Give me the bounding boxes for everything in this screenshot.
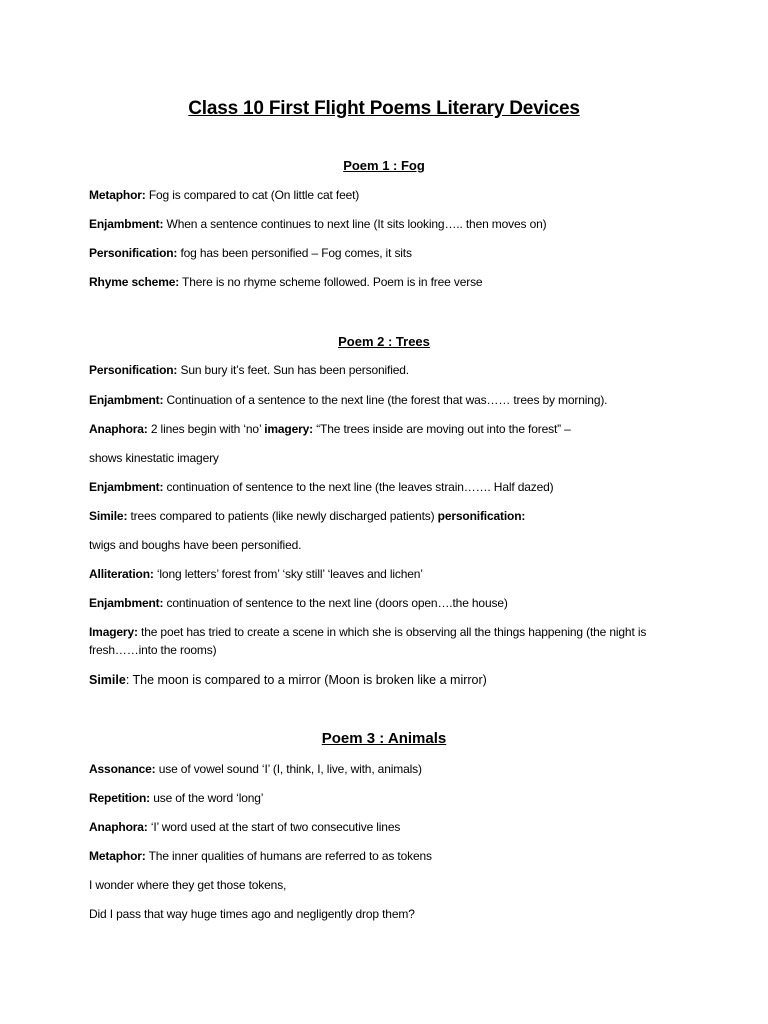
device-text: Fog is compared to cat (On little cat feet): [145, 188, 360, 202]
device-line: [89, 361, 689, 379]
device-label: imagery:: [264, 422, 314, 436]
device-line: [89, 594, 689, 612]
device-text: 2 lines begin with ‘no’: [147, 422, 265, 436]
device-label: Enjambment:: [89, 480, 164, 494]
section-heading-poem-2: Poem 2 : Trees: [338, 334, 430, 349]
device-text: fog has been personified – Fog comes, it sits: [177, 246, 412, 260]
device-line: [89, 905, 689, 923]
device-label: Alliteration:: [89, 567, 154, 581]
device-line: [89, 789, 689, 807]
device-line: [89, 420, 689, 438]
device-line: [89, 449, 689, 467]
section-heading-poem-3: Poem 3 : Animals: [321, 730, 447, 747]
device-label: Enjambment:: [89, 217, 164, 231]
device-line: [89, 391, 689, 409]
device-label: Imagery:: [89, 625, 138, 639]
device-text: Sun bury it’s feet. Sun has been personified.: [177, 363, 409, 377]
device-line: [89, 536, 689, 554]
device-label: Anaphora:: [89, 422, 148, 436]
device-text: I wonder where they get those tokens,: [89, 878, 287, 892]
device-text: The inner qualities of humans are referred to as tokens: [145, 849, 432, 863]
device-line: [89, 186, 689, 204]
device-line: [89, 507, 689, 525]
device-line: [89, 215, 689, 233]
device-line: [89, 478, 689, 496]
device-line: [89, 273, 689, 291]
device-text: “The trees inside are moving out into the forest” –: [313, 422, 571, 436]
device-label: Simile:: [89, 509, 128, 523]
device-line: [89, 876, 689, 894]
device-text: Continuation of a sentence to the next line (the forest that was…… trees by morning).: [163, 393, 608, 407]
device-text: shows kinestatic imagery: [89, 451, 219, 465]
section-heading-poem-1: Poem 1 : Fog: [343, 158, 425, 173]
device-text: When a sentence continues to next line (It sits looking….. then moves on): [163, 217, 547, 231]
device-label: Metaphor:: [89, 188, 146, 202]
device-text: twigs and boughs have been personified.: [89, 538, 302, 552]
device-text: use of the word ‘long’: [150, 791, 264, 805]
device-line: [89, 244, 689, 262]
device-text: : The moon is compared to a mirror (Moon is broken like a mirror): [125, 673, 487, 687]
device-line: [89, 565, 689, 583]
device-text: continuation of sentence to the next line (doors open….the house): [163, 596, 508, 610]
device-line: [89, 818, 689, 836]
device-text: Did I pass that way huge times ago and negligently drop them?: [89, 907, 415, 921]
device-text: trees compared to patients (like newly discharged patients): [127, 509, 438, 523]
device-text: ‘long letters’ forest from’ ‘sky still’ ‘leaves and lichen’: [153, 567, 423, 581]
device-line: [89, 847, 689, 865]
device-text: ‘I’ word used at the start of two consecutive lines: [147, 820, 401, 834]
device-label: Enjambment:: [89, 393, 164, 407]
device-label: Personification:: [89, 363, 178, 377]
device-line: [89, 760, 689, 778]
device-text: continuation of sentence to the next line (the leaves strain……. Half dazed): [163, 480, 554, 494]
device-label: Personification:: [89, 246, 178, 260]
device-label: Repetition:: [89, 791, 151, 805]
device-text: the poet has tried to create a scene in which she is observing all the things happening (the night is fresh……into the rooms): [89, 625, 647, 657]
device-line: [89, 623, 674, 659]
document-title: Class 10 First Flight Poems Literary Devices: [188, 98, 580, 119]
device-label: Rhyme scheme:: [89, 275, 180, 289]
device-label: Metaphor:: [89, 849, 146, 863]
device-label: Assonance:: [89, 762, 156, 776]
device-label: Simile: [89, 673, 126, 687]
device-label: Anaphora:: [89, 820, 148, 834]
device-text: use of vowel sound ‘I’ (I, think, I, live, with, animals): [155, 762, 422, 776]
device-line: [89, 671, 689, 689]
device-label: Enjambment:: [89, 596, 164, 610]
device-text: There is no rhyme scheme followed. Poem is in free verse: [179, 275, 483, 289]
device-label: personification:: [437, 509, 526, 523]
